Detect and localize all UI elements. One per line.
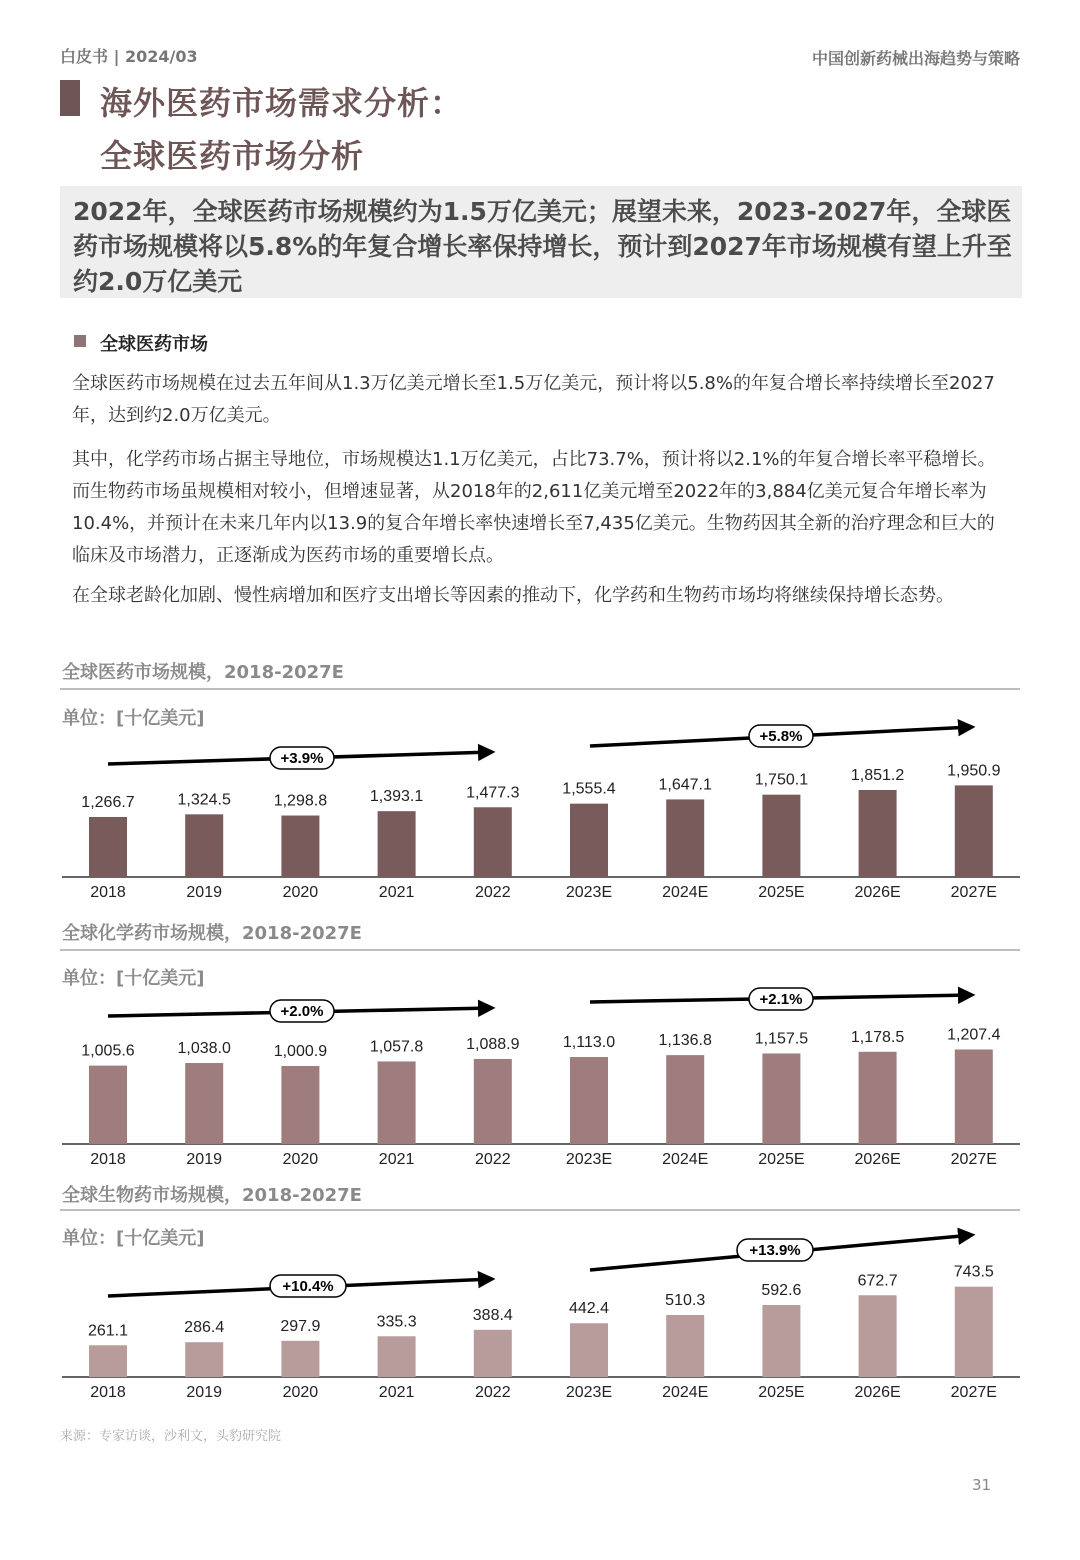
bar-2019 xyxy=(185,1342,223,1377)
x-tick-2025E: 2025E xyxy=(758,884,805,901)
bar-2020 xyxy=(281,1066,319,1144)
data-label-2018: 1,266.7 xyxy=(81,794,135,811)
bar-2019 xyxy=(185,814,223,877)
bar-2025E xyxy=(762,795,800,877)
x-tick-2024E: 2024E xyxy=(662,884,709,901)
bar-2024E xyxy=(666,799,704,877)
paragraph-1: 全球医药市场规模在过去五年间从1.3万亿美元增长至1.5万亿美元，预计将以5.8%的年复合增长率持续增长至2027年，达到约2.0万亿美元。 xyxy=(72,373,995,426)
bar-2021 xyxy=(378,1061,416,1144)
x-tick-2018: 2018 xyxy=(90,1151,126,1168)
data-label-2024E: 1,647.1 xyxy=(658,776,712,794)
bar-2027E xyxy=(955,785,993,877)
x-tick-2022: 2022 xyxy=(475,884,511,901)
x-tick-2027E: 2027E xyxy=(950,1384,997,1401)
paragraph-2: 其中，化学药市场占据主导地位，市场规模达1.1万亿美元，占比73.7%，预计将以2.1%的年复合增长率平稳增长。而生物药市场虽规模相对较小，但增速显著，从2018年的2,611亿美元增至2022年的3,884亿美元复合年增长率为10.4%，并预计在未来几年内以13.9的复合年增长率快速增长至7,435亿美元。生物药因其全新的治疗理念和巨大的临床及市场潜力，正逐渐成为医药市场的重要增长点。 xyxy=(72,449,996,566)
bar-2024E xyxy=(666,1315,704,1377)
data-label-2026E: 1,851.2 xyxy=(850,766,905,784)
x-tick-2023E: 2023E xyxy=(565,884,613,901)
data-label-2022: 1,477.3 xyxy=(466,784,520,802)
x-tick-2026E: 2026E xyxy=(854,1384,901,1401)
cagr-label-1: +2.0% xyxy=(280,1003,324,1020)
x-tick-2024E: 2024E xyxy=(662,1384,709,1401)
bar-2025E xyxy=(762,1053,800,1144)
data-label-2027E: 1,950.9 xyxy=(947,762,1001,780)
bar-2019 xyxy=(185,1063,223,1144)
bar-2022 xyxy=(474,1330,512,1377)
section-bullet-icon xyxy=(74,335,86,347)
page-title-line1: 海外医药市场需求分析： xyxy=(100,84,464,122)
bar-2026E xyxy=(859,1295,897,1377)
data-label-2021: 335.3 xyxy=(376,1313,417,1331)
data-label-2021: 1,393.1 xyxy=(369,788,424,806)
chart-1-title: 全球医药市场规模，2018-2027E xyxy=(62,662,344,683)
bar-2027E xyxy=(955,1049,993,1144)
x-tick-2020: 2020 xyxy=(282,884,319,901)
data-label-2022: 1,088.9 xyxy=(466,1035,520,1053)
page-number: 31 xyxy=(972,1476,992,1494)
summary-text: 2022年，全球医药市场规模约为1.5万亿美元；展望未来，2023-2027年，全球医药市场规模将以5.8%的年复合增长率保持增长，预计到2027年市场规模有望上升至约2.0万亿美元 xyxy=(73,197,1012,296)
x-tick-2020: 2020 xyxy=(282,1151,319,1168)
x-tick-2018: 2018 xyxy=(90,884,126,901)
data-label-2024E: 510.3 xyxy=(665,1291,706,1309)
chart-2-unit: 单位：[十亿美元] xyxy=(62,968,205,989)
section-title: 全球医药市场 xyxy=(100,334,208,355)
data-label-2018: 261.1 xyxy=(87,1322,129,1340)
x-tick-2019: 2019 xyxy=(186,1384,222,1401)
data-label-2024E: 1,136.8 xyxy=(658,1032,712,1050)
title-accent-bar xyxy=(60,80,80,116)
bar-2025E xyxy=(762,1305,800,1377)
bar-2026E xyxy=(859,1052,897,1144)
x-tick-2018: 2018 xyxy=(90,1384,126,1401)
x-tick-2022: 2022 xyxy=(475,1151,511,1168)
bar-2027E xyxy=(955,1287,993,1377)
bar-2020 xyxy=(281,816,319,877)
data-label-2025E: 1,750.1 xyxy=(754,771,809,789)
bar-2018 xyxy=(89,1066,127,1144)
data-label-2020: 297.9 xyxy=(280,1317,321,1335)
x-tick-2022: 2022 xyxy=(475,1384,511,1401)
x-tick-2023E: 2023E xyxy=(565,1384,613,1401)
chart-1-total-market xyxy=(0,680,1080,910)
paragraph-3: 在全球老龄化加剧、慢性病增加和医疗支出增长等因素的推动下，化学药和生物药市场均将继续保持增长态势。 xyxy=(72,585,954,606)
data-label-2021: 1,057.8 xyxy=(369,1038,424,1056)
data-label-2022: 388.4 xyxy=(472,1306,513,1324)
chart-3-title: 全球生物药市场规模，2018-2027E xyxy=(62,1185,362,1206)
chart-2-title: 全球化学药市场规模，2018-2027E xyxy=(62,923,362,944)
chart-1-unit: 单位：[十亿美元] xyxy=(62,708,205,729)
bar-2023E xyxy=(570,1323,608,1377)
x-tick-2026E: 2026E xyxy=(854,1151,901,1168)
data-label-2019: 1,324.5 xyxy=(177,791,231,809)
data-label-2023E: 442.4 xyxy=(568,1300,610,1318)
x-tick-2027E: 2027E xyxy=(950,884,997,901)
data-label-2027E: 743.5 xyxy=(953,1263,994,1281)
chart-2-chemical-drugs xyxy=(0,940,1080,1180)
bar-2023E xyxy=(570,804,608,877)
data-label-2025E: 592.6 xyxy=(761,1281,802,1299)
bar-2022 xyxy=(474,1059,512,1144)
x-tick-2019: 2019 xyxy=(186,1151,222,1168)
bar-2018 xyxy=(89,1345,127,1377)
data-label-2019: 1,038.0 xyxy=(177,1040,231,1058)
x-tick-2025E: 2025E xyxy=(758,1384,805,1401)
data-label-2026E: 672.7 xyxy=(857,1272,898,1290)
bar-2018 xyxy=(89,817,127,877)
chart-3-biologics xyxy=(0,1200,1080,1420)
cagr-label-2: +2.1% xyxy=(759,991,803,1008)
x-tick-2021: 2021 xyxy=(378,1151,415,1168)
x-tick-2019: 2019 xyxy=(186,884,222,901)
data-label-2023E: 1,113.0 xyxy=(562,1034,616,1052)
bar-2023E xyxy=(570,1057,608,1144)
cagr-label-1: +10.4% xyxy=(282,1278,334,1295)
data-label-2026E: 1,178.5 xyxy=(850,1028,905,1046)
data-label-2027E: 1,207.4 xyxy=(947,1026,1001,1044)
bar-2026E xyxy=(859,790,897,877)
x-tick-2020: 2020 xyxy=(282,1384,319,1401)
data-label-2018: 1,005.6 xyxy=(81,1042,135,1060)
x-tick-2026E: 2026E xyxy=(854,884,901,901)
page-title-line2: 全球医药市场分析 xyxy=(100,137,365,175)
bar-2020 xyxy=(281,1341,319,1377)
x-tick-2025E: 2025E xyxy=(758,1151,805,1168)
cagr-label-2: +5.8% xyxy=(759,728,803,745)
summary-box xyxy=(60,186,1022,298)
x-tick-2024E: 2024E xyxy=(662,1151,709,1168)
cagr-label-2: +13.9% xyxy=(749,1242,801,1259)
x-tick-2027E: 2027E xyxy=(950,1151,997,1168)
x-tick-2021: 2021 xyxy=(378,1384,415,1401)
bar-2024E xyxy=(666,1055,704,1144)
data-label-2020: 1,000.9 xyxy=(273,1043,328,1060)
bar-2021 xyxy=(378,1336,416,1377)
cagr-label-1: +3.9% xyxy=(280,750,324,767)
x-tick-2021: 2021 xyxy=(378,884,415,901)
data-label-2023E: 1,555.4 xyxy=(562,780,616,798)
header-left: 白皮书 | 2024/03 xyxy=(60,47,198,66)
data-label-2025E: 1,157.5 xyxy=(754,1030,809,1048)
header-right: 中国创新药械出海趋势与策略 xyxy=(811,49,1020,68)
bar-2021 xyxy=(378,811,416,877)
data-label-2019: 286.4 xyxy=(184,1319,225,1337)
source-note: 来源：专家访谈，沙利文，头豹研究院 xyxy=(60,1429,282,1444)
data-label-2020: 1,298.8 xyxy=(273,792,328,810)
chart-3-unit: 单位：[十亿美元] xyxy=(62,1228,205,1249)
x-tick-2023E: 2023E xyxy=(565,1151,613,1168)
bar-2022 xyxy=(474,807,512,877)
